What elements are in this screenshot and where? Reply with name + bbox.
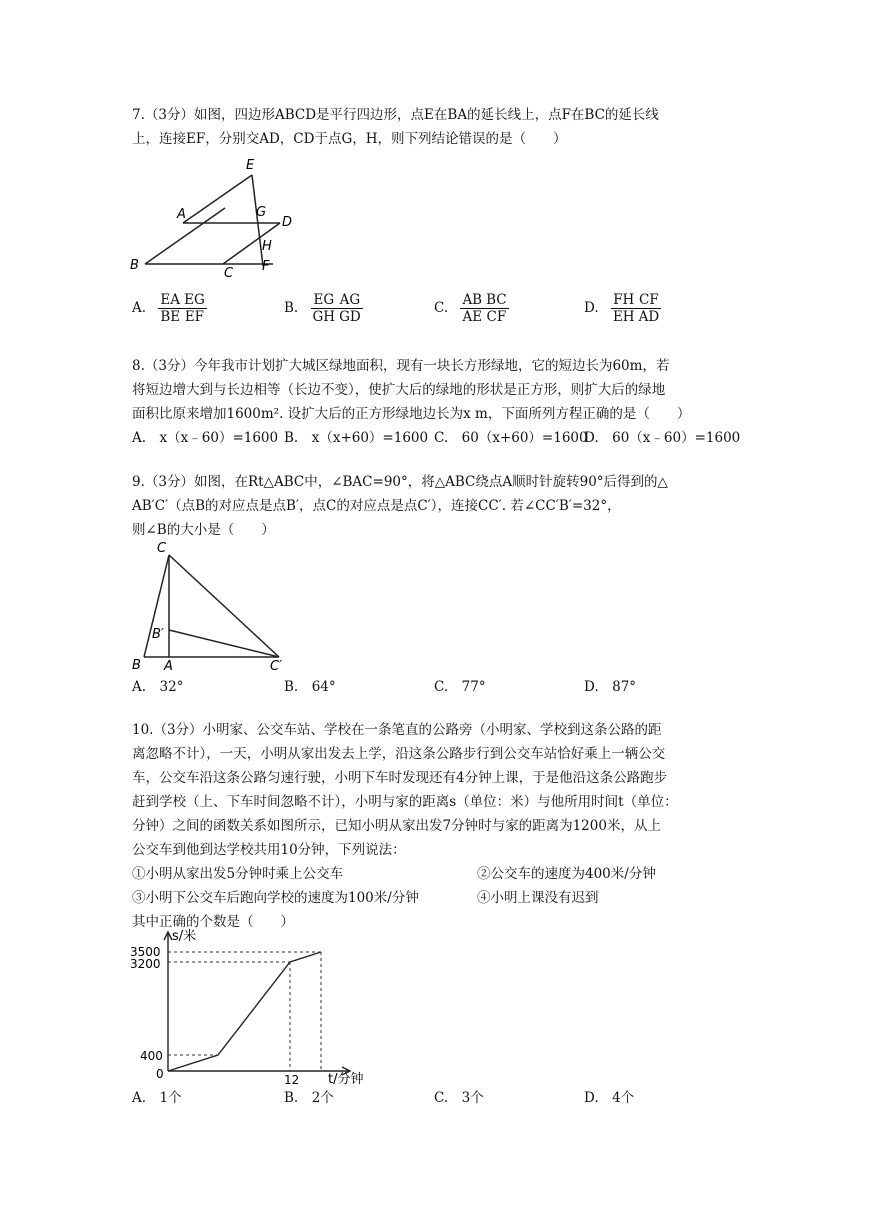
label-A: A <box>164 659 173 672</box>
question-8-line-2: 将短边增大到与长边相等（长边不变），使扩大后的绿地的形状是正方形，则扩大后的绿地 <box>132 382 666 398</box>
question-10-line-5: 分钟）之间的函数关系如图所示，已知小明从家出发7分钟时与家的距离为1200米，从上 <box>132 818 661 834</box>
statement-3: ③小明下公交车后跑向学校的速度为100米/分钟 <box>132 890 419 906</box>
option-9b[interactable]: B. 64° <box>284 679 336 695</box>
question-10-line-4: 赶到学校（上、下车时间忽略不计），小明与家的距离s（单位：米）与他所用时间t（单位： <box>132 794 678 810</box>
question-10-line-1: 10.（3分）小明家、公交车站、学校在一条笔直的公路旁（小明家、学校到这条公路的距 <box>132 722 662 738</box>
option-8d[interactable]: D. 60（x﹣60）=1600 <box>584 430 741 446</box>
parallelogram-figure <box>125 155 305 280</box>
label-D: D <box>282 215 293 230</box>
question-7-options <box>132 292 752 332</box>
option-10b[interactable]: B. 2个 <box>284 1090 334 1106</box>
tick-400: 400 <box>140 1049 163 1063</box>
distance-curve <box>168 952 321 1071</box>
question-9-line-2: AB′C′（点B的对应点是点B′，点C的对应点是点C′），连接CC′. 若∠CC′B′=32°， <box>132 498 621 514</box>
option-8c[interactable]: C. 60（x+60）=1600 <box>434 430 588 446</box>
option-7a[interactable]: A. $\frac{EA}{BE}$ $\frac{EG}{EF}$ <box>132 292 205 325</box>
label-C: C <box>224 266 234 280</box>
tick-3500: 3500 <box>130 945 161 959</box>
rotated-triangle-figure <box>128 540 298 672</box>
option-10c[interactable]: C. 3个 <box>434 1090 484 1106</box>
question-7-line-2: 上，连接EF，分别交AD，CD于点G，H，则下列结论错误的是（ ） <box>132 131 567 147</box>
question-9-line-1: 9.（3分）如图，在Rt△ABC中，∠BAC=90°，将△ABC绕点A顺时针旋转90°后得到的△ <box>132 474 668 490</box>
question-7-line-1: 7.（3分）如图，四边形ABCD是平行四边形，点E在BA的延长线上，点F在BC的延长线 <box>132 107 659 123</box>
label-B: B <box>130 258 139 273</box>
x-axis-label: t/分钟 <box>328 1072 364 1087</box>
label-B-prime: B′ <box>152 627 164 642</box>
label-A: A <box>177 207 186 222</box>
y-axis-label: s/米 <box>172 929 197 944</box>
option-9a[interactable]: A. 32° <box>132 679 184 695</box>
question-9-line-3: 则∠B的大小是（ ） <box>132 522 275 538</box>
question-9-options <box>132 675 752 699</box>
label-B: B <box>132 658 141 672</box>
label-G: G <box>256 205 267 220</box>
question-8-options <box>132 426 752 450</box>
option-8b[interactable]: B. x（x+60）=1600 <box>284 430 429 446</box>
label-E: E <box>246 158 255 173</box>
option-7d[interactable]: D. $\frac{FH}{EH}$ $\frac{CF}{AD}$ <box>584 292 660 325</box>
question-10 <box>132 718 742 862</box>
option-8a[interactable]: A. x（x﹣60）=1600 <box>132 430 279 446</box>
option-7c[interactable]: C. $\frac{AB}{AE}$ $\frac{BC}{CF}$ <box>434 292 507 325</box>
tick-3200: 3200 <box>130 957 161 971</box>
statement-1: ①小明从家出发5分钟时乘上公交车 <box>132 866 344 882</box>
question-10-options <box>132 1086 752 1110</box>
option-10a[interactable]: A. 1个 <box>132 1090 182 1106</box>
statement-4: ④小明上课没有迟到 <box>477 890 599 906</box>
label-C: C <box>157 541 167 556</box>
question-10-line-3: 车，公交车沿这条公路匀速行驶，小明下车时发现还有4分钟上课，于是他沿这条公路跑步 <box>132 770 668 786</box>
question-8 <box>132 354 742 426</box>
question-10-statements-row-2 <box>132 886 752 910</box>
question-7 <box>132 103 742 151</box>
statement-2: ②公交车的速度为400米/分钟 <box>477 866 656 882</box>
option-9c[interactable]: C. 77° <box>434 679 486 695</box>
option-7b[interactable]: B. $\frac{EG}{GH}$ $\frac{AG}{GD}$ <box>284 292 361 325</box>
label-C-prime: C′ <box>270 659 283 672</box>
tick-12: 12 <box>284 1073 300 1087</box>
question-10-line-6: 公交车到他到达学校共用10分钟，下列说法： <box>132 842 406 858</box>
question-8-line-3: 面积比原来增加1600m². 设扩大后的正方形绿地边长为x m，下面所列方程正确的是（ ） <box>132 406 691 422</box>
label-F: F <box>262 259 270 274</box>
distance-time-graph <box>128 926 388 1088</box>
question-10-ask: 其中正确的个数是（ ） <box>132 914 294 930</box>
question-9 <box>132 470 742 542</box>
option-10d[interactable]: D. 4个 <box>584 1090 635 1106</box>
segment-AE <box>183 175 252 223</box>
tick-origin: 0 <box>156 1067 164 1081</box>
question-10-line-2: 离忽略不计），一天，小明从家出发去上学，沿这条公路步行到公交车站恰好乘上一辆公交 <box>132 746 666 762</box>
question-10-statements-row-1 <box>132 862 752 886</box>
option-9d[interactable]: D. 87° <box>584 679 637 695</box>
label-H: H <box>262 239 272 254</box>
question-8-line-1: 8.（3分）今年我市计划扩大城区绿地面积，现有一块长方形绿地，它的短边长为60m，若 <box>132 358 670 374</box>
